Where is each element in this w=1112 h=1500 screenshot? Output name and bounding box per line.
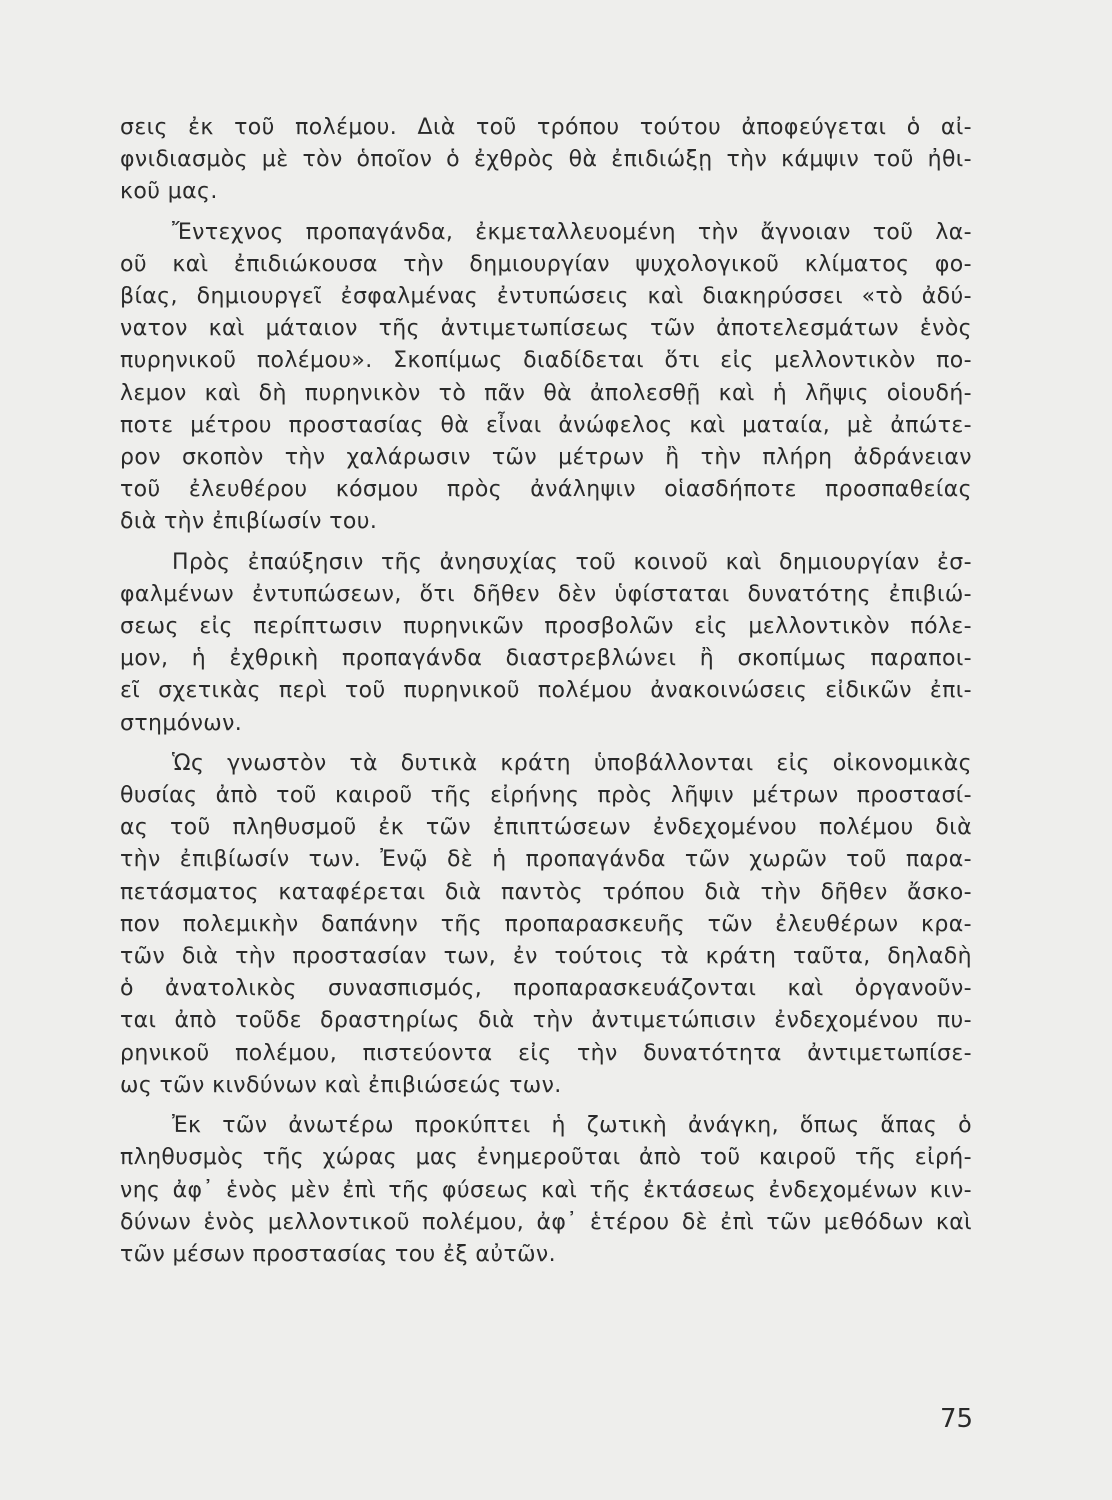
page-number: 75 xyxy=(940,1404,974,1434)
text-line: διὰ τὴν ἐπιβίωσίν του. xyxy=(120,509,378,535)
body-text xyxy=(120,112,972,1279)
text-line: δύνων ἑνὸς μελλοντικοῦ πολέμου, ἀφ᾽ ἑτέρου δὲ ἐπὶ τῶν μεθόδων καὶ xyxy=(120,1209,972,1235)
paragraph-3 xyxy=(120,547,972,740)
text-line: κοῦ μας. xyxy=(120,179,218,205)
paragraph-1 xyxy=(120,112,972,209)
text-line: Ἔντεχνος προπαγάνδα, ἐκμεταλλευομένη τὴν ἄγνοιαν τοῦ λα- xyxy=(172,219,972,245)
text-line: πον πολεμικὴν δαπάνην τῆς προπαρασκευῆς τῶν ἐλευθέρων κρα- xyxy=(120,911,972,937)
text-line: νης ἀφ᾽ ἑνὸς μὲν ἐπὶ τῆς φύσεως καὶ τῆς ἐκτάσεως ἐνδεχομένων κιν- xyxy=(120,1177,972,1203)
text-line: τῶν μέσων προστασίας του ἐξ αὐτῶν. xyxy=(120,1241,557,1267)
text-line: ὁ ἀνατολικὸς συνασπισμός, προπαρασκευάζονται καὶ ὀργανοῦν- xyxy=(120,976,972,1002)
text-line: Ἐκ τῶν ἀνωτέρω προκύπτει ἡ ζωτικὴ ἀνάγκη, ὅπως ἅπας ὁ xyxy=(172,1113,972,1139)
text-line: ας τοῦ πληθυσμοῦ ἐκ τῶν ἐπιπτώσεων ἐνδεχομένου πολέμου διὰ xyxy=(120,815,972,841)
text-line: φνιδιασμὸς μὲ τὸν ὁποῖον ὁ ἐχθρὸς θὰ ἐπιδιώξῃ τὴν κάμψιν τοῦ ἠθι- xyxy=(120,147,972,173)
text-line: θυσίας ἀπὸ τοῦ καιροῦ τῆς εἰρήνης πρὸς λῆψιν μέτρων προστασί- xyxy=(120,783,972,809)
text-line: τῶν διὰ τὴν προστασίαν των, ἐν τούτοις τὰ κράτη ταῦτα, δηλαδὴ xyxy=(120,944,972,970)
text-line: οῦ καὶ ἐπιδιώκουσα τὴν δημιουργίαν ψυχολογικοῦ κλίματος φο- xyxy=(120,251,972,277)
text-line: πετάσματος καταφέρεται διὰ παντὸς τρόπου διὰ τὴν δῆθεν ἄσκο- xyxy=(120,879,972,905)
text-line: Πρὸς ἐπαύξησιν τῆς ἀνησυχίας τοῦ κοινοῦ καὶ δημιουργίαν ἐσ- xyxy=(172,549,972,575)
text-line: φαλμένων ἐντυπώσεων, ὅτι δῆθεν δὲν ὑφίσταται δυνατότης ἐπιβιώ- xyxy=(120,581,972,607)
text-line: νατον καὶ μάταιον τῆς ἀντιμετωπίσεως τῶν ἀποτελεσμάτων ἑνὸς xyxy=(120,316,972,342)
text-line: ρον σκοπὸν τὴν χαλάρωσιν τῶν μέτρων ἢ τὴν πλήρη ἀδράνειαν xyxy=(120,445,972,471)
text-line: σεις ἐκ τοῦ πολέμου. Διὰ τοῦ τρόπου τούτου ἀποφεύγεται ὁ αἰ- xyxy=(120,115,972,140)
text-line: βίας, δημιουργεῖ ἐσφαλμένας ἐντυπώσεις καὶ διακηρύσσει «τὸ ἀδύ- xyxy=(120,284,972,310)
paragraph-4 xyxy=(120,748,972,1102)
text-line: πυρηνικοῦ πολέμου». Σκοπίμως διαδίδεται ὅτι εἰς μελλοντικὸν πο- xyxy=(120,348,972,374)
text-line: μον, ἡ ἐχθρικὴ προπαγάνδα διαστρεβλώνει ἢ σκοπίμως παραποι- xyxy=(120,646,972,672)
text-line: τὴν ἐπιβίωσίν των. Ἐνῷ δὲ ἡ προπαγάνδα τῶν χωρῶν τοῦ παρα- xyxy=(120,847,972,873)
text-line: πληθυσμὸς τῆς χώρας μας ἐνημεροῦται ἀπὸ τοῦ καιροῦ τῆς εἰρή- xyxy=(120,1145,972,1171)
paragraph-5 xyxy=(120,1110,972,1271)
text-line: ται ἀπὸ τοῦδε δραστηρίως διὰ τὴν ἀντιμετώπισιν ἐνδεχομένου πυ- xyxy=(120,1008,972,1034)
text-line: ως τῶν κινδύνων καὶ ἐπιβιώσεώς των. xyxy=(120,1072,562,1098)
text-line: σεως εἰς περίπτωσιν πυρηνικῶν προσβολῶν εἰς μελλοντικὸν πόλε- xyxy=(120,614,972,640)
paragraph-2 xyxy=(120,217,972,539)
text-line: εῖ σχετικὰς περὶ τοῦ πυρηνικοῦ πολέμου ἀνακοινώσεις εἰδικῶν ἐπι- xyxy=(120,678,972,704)
text-line: ρηνικοῦ πολέμου, πιστεύοντα εἰς τὴν δυνατότητα ἀντιμετωπίσε- xyxy=(120,1040,972,1066)
text-line: τοῦ ἐλευθέρου κόσμου πρὸς ἀνάληψιν οἱασδήποτε προσπαθείας xyxy=(120,477,972,503)
text-line: ποτε μέτρου προστασίας θὰ εἶναι ἀνώφελος καὶ ματαία, μὲ ἀπώτε- xyxy=(120,412,972,438)
text-line: λεμον καὶ δὴ πυρηνικὸν τὸ πᾶν θὰ ἀπολεσθῇ καὶ ἡ λῆψις οἱουδή- xyxy=(120,380,972,406)
text-line: Ὡς γνωστὸν τὰ δυτικὰ κράτη ὑποβάλλονται εἰς οἰκονομικὰς xyxy=(172,750,972,776)
text-line: στημόνων. xyxy=(120,710,243,736)
